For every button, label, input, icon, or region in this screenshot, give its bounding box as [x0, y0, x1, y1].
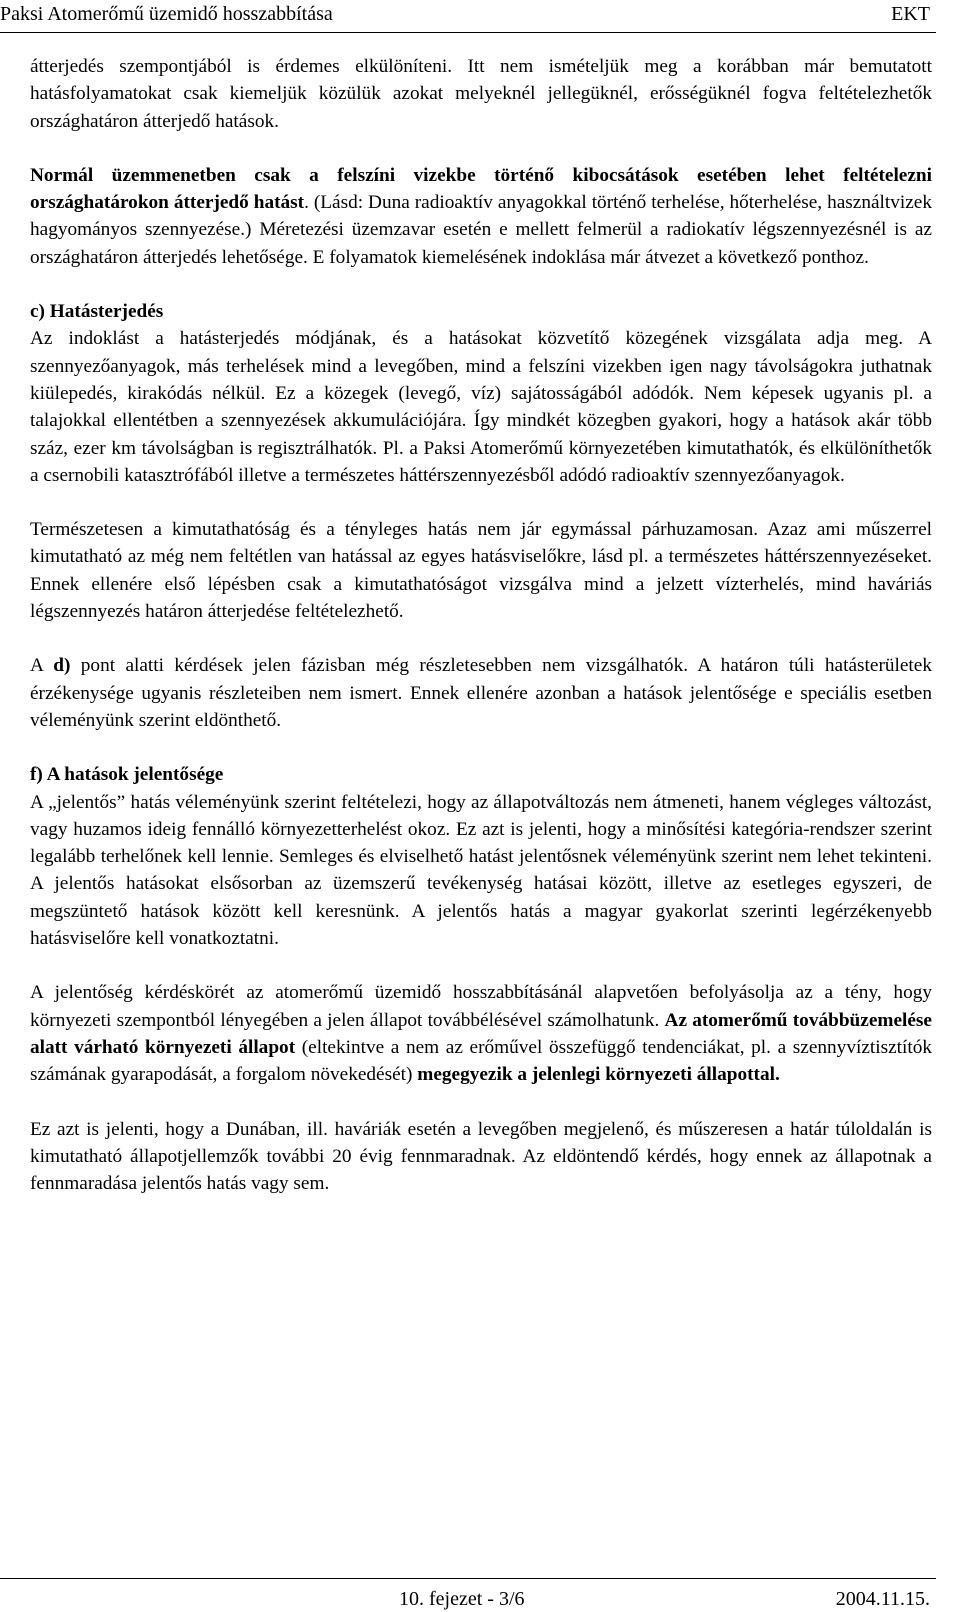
paragraph-section-c: Az indoklást a hatásterjedés módjának, és a hatásokat közvetítő közegének vizsgálata adja meg. A szennyezőanyagok, más terhelések mind a levegőben, mind a felszíni vizekben igen nagy távolságokra juthatnak kiülepedés, kirakódás nélkül. Ez a közegek (levegő, víz) sajátosságából adódók. Nem képesek ugyanis pl. a talajokkal ellentétben a szennyezések akkumulációjára. Így mindkét közegben gyakori, hogy a hatások akár több száz, ezer km távolságban is regisztrálhatók. Pl. a Paksi Atomerőmű környezetében kimutathatók, és elkülöníthetők a csernobili katasztrófából illetve a természetes háttérszennyezésből adódó radioaktív szennyezőanyagok. [30, 328, 932, 486]
header-rule [0, 32, 936, 33]
bold-statement: Normál üzemmenetben csak a felszíni vizekbe történő kibocsátások esetében lehet feltételezni országhatárokon átterjedő hatást [30, 164, 932, 214]
paragraph-significance [30, 979, 932, 1088]
header-title: Paksi Atomerőmű üzemidő hosszabbítása [0, 3, 333, 25]
section-heading-f: f) A hatások jelentősége [30, 764, 224, 786]
page-footer [0, 1578, 960, 1612]
paragraph-section-f: A „jelentős” hatás véleményünk szerint feltételezi, hogy az állapotváltozás nem átmeneti, hanem végleges változást, vagy huzamos ideig fennálló környezetterhelést okoz. Ez azt is jelenti, hogy a minősítési kategória-rendszer szerint legalább terhelőnek kell lennie. Semleges és elviselhető hatást jelentősnek véleményünk szerint nem lehet tekinteni. A jelentős hatásokat elsősorban az üzemszerű tevékenység hatásai között, illetve az esetleges egyszeri, de megszüntető hatások között kell keresnünk. A jelentős hatás a magyar gyakorlat szerinti legérzékenyebb hatásviselőre kell vonatkoztatni. [30, 791, 932, 950]
page-content [30, 53, 932, 1197]
page-header [0, 0, 960, 34]
paragraph-text: (eltekintve a nem az erőművel összefüggő tendenciákat, pl. a szennyvíztisztítók számának gyarapodását, a forgalom növekedését) [30, 1036, 933, 1086]
paragraph-text: . (Lásd: Duna radioaktív anyagokkal történő terhelése, hőterhelése, használtvizek hagyományos szennyezése.) Méretezési üzemzavar esetén e mellett felmerül a radiokatív légszennyezésnél is az országhatáron átterjedés lehetősége. E folyamatok kiemelésének indoklása már átvezet a következő ponthoz. [30, 192, 933, 268]
paragraph-normal-operation [30, 162, 932, 271]
footer-date: 2004.11.15. [835, 1588, 930, 1610]
paragraph-point-d [30, 652, 932, 734]
paragraph-intro: átterjedés szempontjából is érdemes elkülöníteni. Itt nem ismételjük meg a korábban már bemutatott hatásfolyamatokat csak kiemeljük közülük azokat melyeknél jellegüknél, erősségüknél fogva feltételezhetők országhatáron átterjedő hatások. [30, 56, 932, 132]
paragraph-text: pont alatti kérdések jelen fázisban még részletesebben nem vizsgálhatók. A határon túli hatásterületek érzékenysége ugyanis részleteiben nem ismert. Ennek ellenére azonban a hatások jelentősége e speciális esetben véleményünk szerint eldönthető. [30, 655, 932, 731]
section-heading-c: c) Hatásterjedés [30, 301, 164, 323]
bold-statement: Az atomerőmű továbbüzemelése alatt várható környezeti állapot [30, 1009, 932, 1058]
paragraph-text: A jelentőség kérdéskörét az atomerőmű üzemidő hosszabbításánál alapvetően befolyásolja az a tény, hogy környezeti szempontból lényegében a jelen állapot továbbélésével számolhatunk. [30, 982, 932, 1031]
paragraph-closing: Ez azt is jelenti, hogy a Dunában, ill. haváriák esetén a levegőben megjelenő, és műszeresen a határ túloldalán is kimutatható állapotjellemzők további 20 évig fennmaradnak. Az eldöntendő kérdés, hogy ennek az állapotnak a fennmaradása jelentős hatás vagy sem. [30, 1118, 932, 1195]
paragraph-detectability: Természetesen a kimutathatóság és a tényleges hatás nem jár egymással párhuzamosan. Azaz ami műszerrel kimutatható az még nem feltétlen van hatással az egyes hatásviselőkre, lásd pl. a természetes háttérszennyezéseket. Ennek ellenére első lépésben csak a kimutathatóságot vizsgálva mind a jelzett vízterhelés, mind haváriás légszennyezés határon átterjedése feltételezhető. [30, 519, 932, 623]
footer-rule [0, 1578, 936, 1579]
header-org: EKT [891, 3, 930, 25]
point-d-label: d) [53, 655, 71, 677]
paragraph-text: A [30, 655, 54, 677]
bold-conclusion: megegyezik a jelenlegi környezeti állapottal. [417, 1064, 780, 1086]
page-number: 10. fejezet - 3/6 [399, 1588, 525, 1610]
